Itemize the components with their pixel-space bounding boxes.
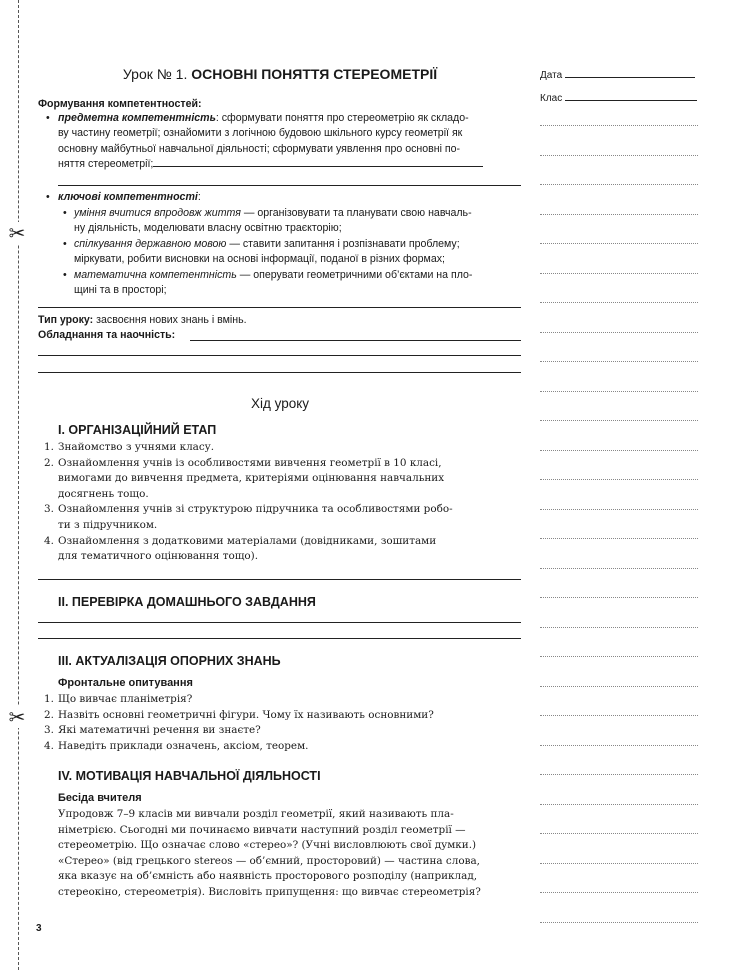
scissors-icon: ✂	[0, 706, 34, 728]
page-title	[40, 66, 520, 82]
note-line	[540, 155, 698, 156]
class-field[interactable]	[540, 90, 697, 104]
section-3-title: ІІІ. АКТУАЛІЗАЦІЯ ОПОРНИХ ЗНАНЬ	[58, 654, 281, 668]
note-line	[540, 184, 698, 185]
list-item	[44, 440, 524, 456]
fill-line	[38, 579, 521, 580]
class-line	[565, 90, 697, 101]
note-line	[540, 391, 698, 392]
date-line	[565, 67, 695, 78]
item-text	[58, 502, 522, 533]
class-label: Клас	[540, 93, 563, 104]
fill-line	[190, 340, 521, 341]
list-item	[44, 534, 524, 565]
page-number: 3	[30, 919, 80, 939]
text-line: яка вказує на об’ємність або наявність просторового розподілу (наприклад,	[58, 870, 478, 883]
text-line: Упродовж 7–9 класів ми вивчали розділ геометрії, який називають пла-	[58, 808, 454, 820]
text-line: — ставити запитання і розпізнавати проблему;	[226, 238, 460, 250]
list-item	[44, 723, 524, 739]
subject-competence	[58, 111, 524, 173]
note-line	[540, 863, 698, 864]
note-line	[540, 420, 698, 421]
note-line	[540, 125, 698, 126]
section-3-list	[44, 692, 524, 754]
list-item	[44, 692, 524, 708]
list-number: 3.	[44, 724, 54, 737]
text-line: ну діяльність, моделювати власну освітню траєкторію;	[74, 222, 342, 235]
section-1-title: І. ОРГАНІЗАЦІЙНИЙ ЕТАП	[58, 423, 217, 437]
date-label: Дата	[540, 70, 563, 81]
note-line	[540, 922, 698, 923]
bullet-icon: •	[46, 112, 50, 124]
text-line: — організовувати та планувати свою навчаль-	[240, 207, 472, 219]
text-line: вимогами до вивчення предмета, критеріями оцінювання навчальних	[58, 472, 445, 485]
key-item-2	[74, 237, 524, 268]
note-line	[540, 627, 698, 628]
lesson-type-value: засвоєння нових знань і вмінь.	[93, 314, 247, 326]
subject-term: предметна компетентність	[58, 112, 216, 124]
bullet-icon: •	[63, 269, 67, 281]
note-line	[540, 538, 698, 539]
note-line	[540, 332, 698, 333]
text-line: Ознайомлення з додатковими матеріалами (довідниками, зошитами	[58, 534, 437, 547]
text-line: німетрією. Сьогодні ми починаємо вивчати наступний розділ геометрії —	[58, 823, 466, 836]
text-line: Які математичні речення ви знаєте?	[58, 724, 261, 737]
text-line: няття стереометрії;	[58, 158, 154, 171]
fill-line	[153, 158, 483, 167]
list-item	[44, 708, 524, 724]
lesson-type	[38, 313, 247, 328]
cut-line	[18, 0, 19, 970]
fill-line	[38, 638, 521, 639]
item-text	[58, 534, 522, 565]
note-line	[540, 745, 698, 746]
item-term: спілкування державною мовою	[74, 238, 227, 250]
list-number: 3.	[44, 503, 54, 516]
text-line: Назвіть основні геометричні фігури. Чому їх називають основними?	[58, 708, 434, 721]
text-line: ти з підручником.	[58, 518, 158, 531]
text-line: стереокіно, стереометрія). Висловіть припущення: що вивчає стереометрія?	[58, 885, 481, 898]
note-line	[540, 804, 698, 805]
text-line: Що вивчає планіметрія?	[58, 693, 193, 705]
text-line: Ознайомлення учнів із особливостями вивчення геометрії в 10 класі,	[58, 456, 442, 469]
equipment	[38, 328, 175, 343]
note-line	[540, 243, 698, 244]
equipment-label: Обладнання та наочність:	[38, 329, 176, 341]
section-4-subtitle: Бесіда вчителя	[58, 792, 142, 804]
lesson-course-heading: Хід уроку	[250, 396, 310, 411]
item-text	[58, 456, 522, 503]
key-item-3	[74, 268, 524, 299]
list-number: 4.	[44, 739, 54, 752]
note-line	[540, 479, 698, 480]
note-line	[540, 568, 698, 569]
fill-line	[38, 355, 521, 356]
section-4-paragraph	[38, 807, 524, 901]
section-3-subtitle: Фронтальне опитування	[58, 677, 193, 689]
text-line: основну майбутньої навчальної діяльності; сформувати уявлення про основні по-	[58, 142, 461, 155]
key-item-1	[74, 206, 524, 237]
fill-line	[58, 185, 521, 186]
bullet-icon: •	[63, 207, 67, 219]
note-line	[540, 686, 698, 687]
fill-line	[38, 622, 521, 623]
note-line	[540, 302, 698, 303]
fill-line	[38, 372, 521, 373]
list-number: 2.	[44, 456, 54, 469]
list-number: 1.	[44, 693, 54, 705]
scissors-icon: ✂	[0, 222, 34, 244]
bullet-icon: •	[46, 191, 50, 203]
note-line	[540, 656, 698, 657]
text-line: ву частину геометрії; ознайомити з логічною будовою шкільного курсу геометрії як	[58, 127, 463, 140]
date-field[interactable]	[540, 67, 695, 81]
list-number: 1.	[44, 441, 54, 453]
title-prefix: Урок № 1.	[122, 66, 192, 82]
list-number: 4.	[44, 534, 54, 547]
key-term: ключові компетентності	[58, 191, 198, 203]
lesson-type-label: Тип уроку:	[38, 314, 94, 326]
title-main: ОСНОВНІ ПОНЯТТЯ СТЕРЕОМЕТРІЇ	[191, 66, 438, 82]
note-line	[540, 597, 698, 598]
note-line	[540, 509, 698, 510]
section-2-title: ІІ. ПЕРЕВІРКА ДОМАШНЬОГО ЗАВДАННЯ	[58, 595, 316, 609]
list-number: 2.	[44, 708, 54, 721]
list-item	[44, 456, 524, 503]
note-line	[540, 450, 698, 451]
note-line	[540, 892, 698, 893]
list-item	[44, 502, 524, 533]
text-line: Знайомство з учнями класу.	[58, 441, 215, 453]
key-competence-heading	[58, 190, 201, 205]
text-line: для тематичного оцінювання тощо).	[58, 550, 259, 563]
note-line	[540, 273, 698, 274]
section-4-title: IV. МОТИВАЦІЯ НАВЧАЛЬНОЇ ДІЯЛЬНОСТІ	[58, 769, 321, 783]
text-line: Наведіть приклади означень, аксіом, теорем.	[58, 739, 309, 752]
text-line: щині та в просторі;	[74, 284, 167, 297]
fill-line	[38, 307, 521, 308]
text-line: Ознайомлення учнів зі структурою підручника та особливостями робо-	[58, 503, 453, 516]
item-term: математична компетентність	[74, 269, 237, 281]
note-line	[540, 833, 698, 834]
text-line: досягнень тощо.	[58, 487, 149, 500]
text-line: : сформувати поняття про стереометрію як складо-	[215, 112, 469, 124]
note-line	[540, 214, 698, 215]
item-term: уміння вчитися впродовж життя	[74, 207, 241, 219]
text-line: міркувати, робити висновки на основі інформації, поданої в різних формах;	[74, 253, 445, 266]
bullet-icon: •	[63, 238, 67, 250]
note-line	[540, 361, 698, 362]
text-line: «Стерео» (від грецького stereos — об’ємний, просторовий) — частина слова,	[58, 854, 480, 867]
note-line	[540, 774, 698, 775]
colon: :	[197, 191, 201, 203]
section-1-list	[44, 440, 524, 565]
note-line	[540, 715, 698, 716]
list-item	[44, 739, 524, 755]
text-line: — оперувати геометричними об’єктами на пло-	[236, 269, 473, 281]
competencies-heading: Формування компетентностей:	[38, 98, 202, 110]
text-line: стереометрію. Що означає слово «стерео»? (Учні висловлюють свої думки.)	[58, 839, 477, 852]
